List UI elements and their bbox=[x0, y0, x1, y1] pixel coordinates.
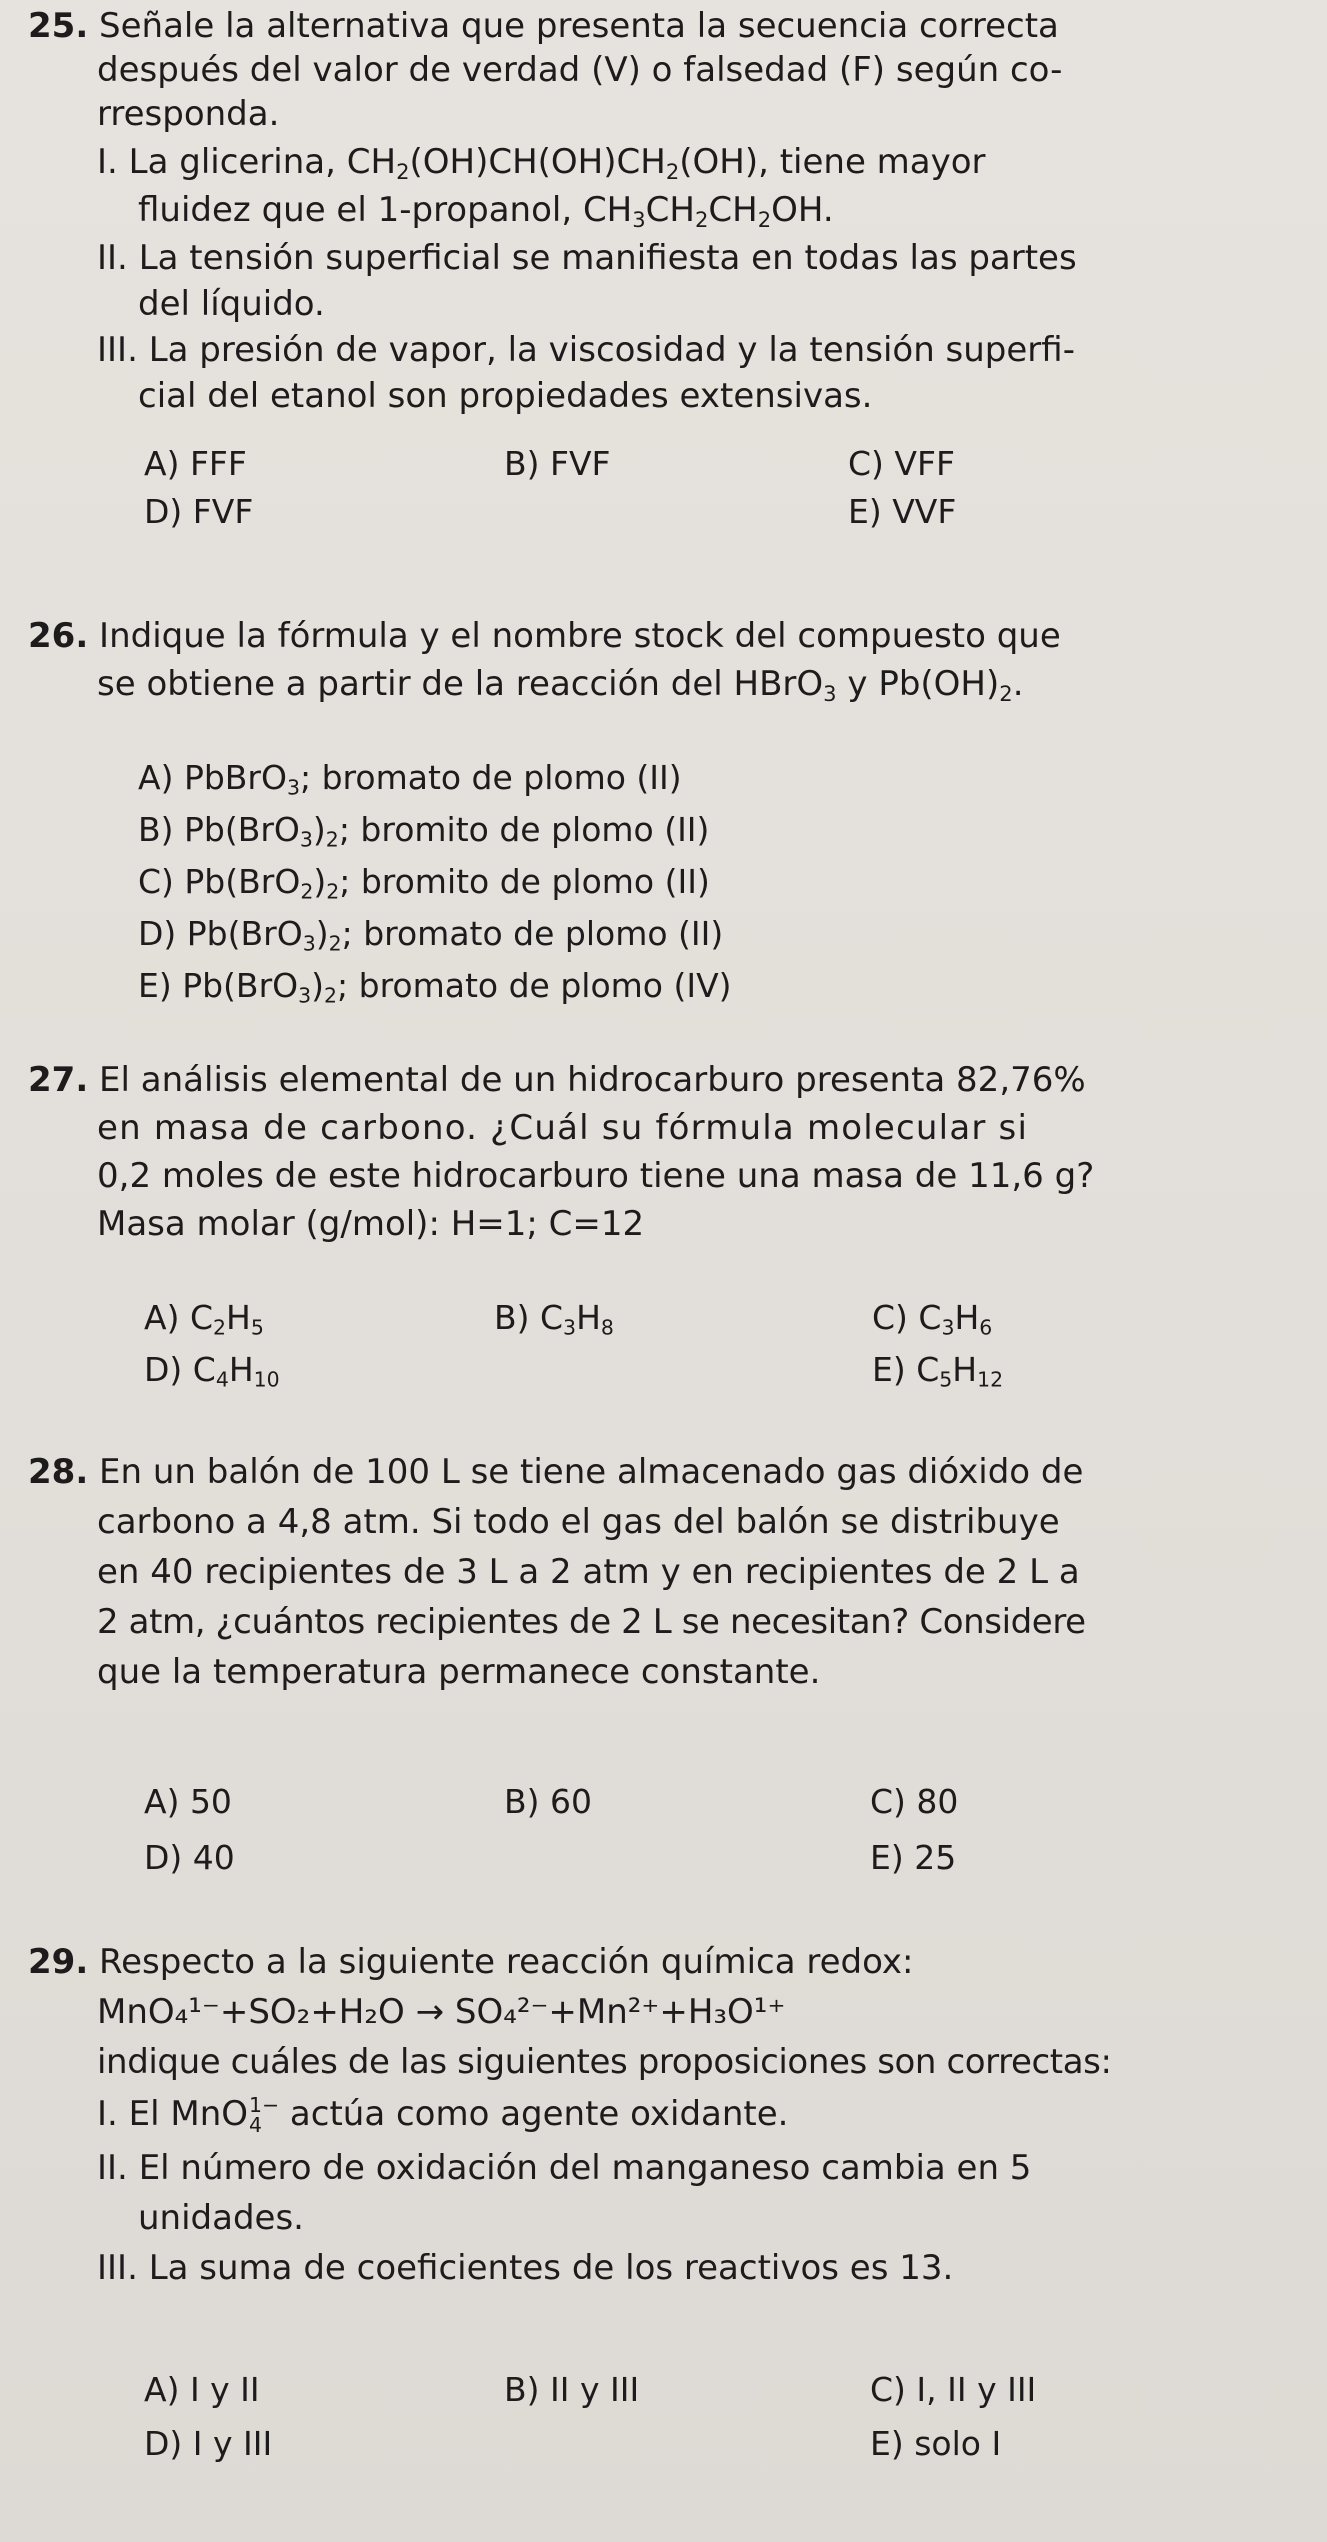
option-text: ; bromato de plomo (IV) bbox=[337, 966, 732, 1005]
option-text: C) C bbox=[872, 1298, 942, 1337]
q28-stem-line-5: que la temperatura permanece constante. bbox=[97, 1652, 821, 1692]
q25-option-c[interactable]: C) VFF bbox=[848, 444, 955, 483]
question-number: 27. bbox=[28, 1060, 89, 1100]
option-text: ; bromato de plomo (II) bbox=[299, 758, 682, 797]
q28-option-c[interactable]: C) 80 bbox=[870, 1782, 959, 1821]
question-number: 28. bbox=[28, 1452, 89, 1492]
option-text: H bbox=[226, 1298, 251, 1337]
q26-stem-line-2: se obtiene a partir de la reacción del HBrO$_3$ y $Pb(OH)_2$. bbox=[97, 664, 1024, 706]
q29-proposition-2-cont: unidades. bbox=[138, 2198, 304, 2238]
question-number: 26. bbox=[28, 616, 89, 656]
q28-option-d[interactable]: D) 40 bbox=[144, 1838, 235, 1877]
option-text: ) bbox=[313, 862, 327, 901]
prop-text: El número de oxidación del manganeso cambia en 5 bbox=[138, 2148, 1032, 2188]
q25-proposition-3-cont: cial del etanol son propiedades extensivas. bbox=[138, 376, 873, 416]
q25-option-b[interactable]: B) FVF bbox=[504, 444, 611, 483]
option-text: ; bromato de plomo (II) bbox=[341, 914, 724, 953]
q28-option-e[interactable]: E) 25 bbox=[870, 1838, 957, 1877]
q26-option-b[interactable]: B) $Pb(BrO_3)_2$; bromito de plomo (II) bbox=[138, 810, 710, 852]
stem-text: y Pb(OH) bbox=[836, 664, 1000, 704]
option-text: ) bbox=[311, 966, 325, 1005]
option-text: D) C bbox=[144, 1350, 216, 1389]
prop-text: OH. bbox=[771, 190, 834, 230]
q29-option-e[interactable]: E) solo I bbox=[870, 2424, 1002, 2463]
q28-stem-line-1 bbox=[28, 1450, 1083, 1494]
prop-text: actúa como agente oxidante. bbox=[279, 2094, 789, 2134]
q29-stem-line-1 bbox=[28, 1940, 913, 1984]
q29-stem-line-3: indique cuáles de las siguientes proposiciones son correctas: bbox=[97, 2042, 1112, 2082]
option-text: A) C bbox=[144, 1298, 213, 1337]
q27-option-a[interactable]: A) $C_2H_5$ bbox=[144, 1298, 264, 1340]
prop-text: fluidez que el 1-propanol, CH bbox=[138, 190, 633, 230]
proposition-label: III. bbox=[97, 330, 138, 370]
option-text: E) Pb(BrO bbox=[138, 966, 299, 1005]
q27-option-e[interactable]: E) $C_5H_{12}$ bbox=[872, 1350, 1004, 1392]
q27-option-d[interactable]: D) $C_4H_{10}$ bbox=[144, 1350, 280, 1392]
q27-stem-line-1 bbox=[28, 1058, 1086, 1102]
q25-proposition-2 bbox=[97, 236, 1077, 280]
q28-stem-line-2: carbono a 4,8 atm. Si todo el gas del balón se distribuye bbox=[97, 1502, 1060, 1542]
q25-proposition-1-cont: fluidez que el 1-propanol, $CH_3CH_2CH_2OH$. bbox=[138, 190, 834, 232]
q29-option-a[interactable]: A) I y II bbox=[144, 2370, 260, 2409]
q26-option-c[interactable]: C) $Pb(BrO_2)_2$; bromito de plomo (II) bbox=[138, 862, 710, 904]
q27-option-c[interactable]: C) $C_3H_6$ bbox=[872, 1298, 993, 1340]
q25-stem-line-1 bbox=[28, 4, 1059, 48]
proposition-label: III. bbox=[97, 2248, 138, 2288]
prop-text: El MnO bbox=[128, 2094, 249, 2134]
q28-option-a[interactable]: A) 50 bbox=[144, 1782, 232, 1821]
q25-proposition-1: I. La glicerina, $CH_2(OH)CH(OH)CH_2(OH)$, tiene mayor bbox=[97, 142, 986, 184]
prop-text: La suma de coeficientes de los reactivos es 13. bbox=[148, 2248, 954, 2288]
option-text: E) C bbox=[872, 1350, 940, 1389]
q25-stem-line-3: rresponda. bbox=[97, 94, 280, 134]
prop-text: (OH), tiene mayor bbox=[679, 142, 986, 182]
option-text: A) PbBrO bbox=[138, 758, 287, 797]
q26-option-d[interactable]: D) $Pb(BrO_3)_2$; bromato de plomo (II) bbox=[138, 914, 724, 956]
q25-proposition-2-cont: del líquido. bbox=[138, 284, 325, 324]
option-text: ; bromito de plomo (II) bbox=[338, 810, 710, 849]
q28-stem-line-4: 2 atm, ¿cuántos recipientes de 2 L se necesitan? Considere bbox=[97, 1602, 1086, 1642]
stem-text: Indique la fórmula y el nombre stock del compuesto que bbox=[99, 616, 1061, 656]
option-text: H bbox=[952, 1350, 978, 1389]
q25-stem-line-2: después del valor de verdad (V) o falsedad (F) según co- bbox=[97, 50, 1063, 90]
ion-charge: 1− 4 bbox=[249, 2093, 280, 2137]
q28-stem-line-3: en 40 recipientes de 3 L a 2 atm y en recipientes de 2 L a bbox=[97, 1552, 1080, 1592]
option-text: H bbox=[228, 1350, 254, 1389]
q27-option-b[interactable]: B) $C_3H_8$ bbox=[494, 1298, 614, 1340]
option-text: D) Pb(BrO bbox=[138, 914, 303, 953]
option-text: C) Pb(BrO bbox=[138, 862, 301, 901]
prop-text: La presión de vapor, la viscosidad y la tensión superfi- bbox=[148, 330, 1075, 370]
q28-option-b[interactable]: B) 60 bbox=[504, 1782, 592, 1821]
option-text: B) C bbox=[494, 1298, 564, 1337]
proposition-label: II. bbox=[97, 238, 128, 278]
q27-stem-line-2: en masa de carbono. ¿Cuál su fórmula molecular si bbox=[97, 1108, 1029, 1148]
prop-text: La tensión superficial se manifiesta en todas las partes bbox=[138, 238, 1077, 278]
q29-option-d[interactable]: D) I y III bbox=[144, 2424, 273, 2463]
q29-proposition-2 bbox=[97, 2146, 1031, 2190]
stem-text: En un balón de 100 L se tiene almacenado gas dióxido de bbox=[99, 1452, 1084, 1492]
prop-text: (OH)CH(OH)CH bbox=[409, 142, 666, 182]
stem-text: se obtiene a partir de la reacción del HBrO bbox=[97, 664, 824, 704]
q29-option-c[interactable]: C) I, II y III bbox=[870, 2370, 1037, 2409]
option-text: ; bromito de plomo (II) bbox=[339, 862, 710, 901]
q26-stem-line-1 bbox=[28, 614, 1061, 658]
proposition-label: I. bbox=[97, 2094, 118, 2134]
prop-text: CH bbox=[708, 190, 758, 230]
q29-option-b[interactable]: B) II y III bbox=[504, 2370, 640, 2409]
proposition-label: I. bbox=[97, 142, 118, 182]
question-number: 29. bbox=[28, 1942, 89, 1982]
prop-text: CH bbox=[645, 190, 695, 230]
q26-option-a[interactable]: A) PbBrO$_3$; bromato de plomo (II) bbox=[138, 758, 682, 800]
stem-text: Respecto a la siguiente reacción química redox: bbox=[99, 1942, 914, 1982]
q29-proposition-1 bbox=[97, 2092, 788, 2136]
stem-text: El análisis elemental de un hidrocarburo presenta 82,76% bbox=[99, 1060, 1086, 1100]
q29-redox-equation: MnO₄¹⁻+SO₂+H₂O → SO₄²⁻+Mn²⁺+H₃O¹⁺ bbox=[97, 1992, 786, 2032]
q29-proposition-3 bbox=[97, 2246, 953, 2290]
option-text: H bbox=[954, 1298, 980, 1337]
option-text: H bbox=[576, 1298, 601, 1337]
q25-option-a[interactable]: A) FFF bbox=[144, 444, 247, 483]
q25-option-e[interactable]: E) VVF bbox=[848, 492, 957, 531]
q27-stem-line-3: 0,2 moles de este hidrocarburo tiene una masa de 11,6 g? bbox=[97, 1156, 1095, 1196]
q25-stem-text-1: Señale la alternativa que presenta la secuencia correcta bbox=[99, 6, 1059, 46]
prop-text: La glicerina, CH bbox=[128, 142, 397, 182]
q25-proposition-3 bbox=[97, 328, 1075, 372]
stem-text: . bbox=[1012, 664, 1024, 704]
option-text: ) bbox=[312, 810, 326, 849]
option-text: ) bbox=[315, 914, 329, 953]
proposition-label: II. bbox=[97, 2148, 128, 2188]
q26-option-e[interactable]: E) $Pb(BrO_3)_2$; bromato de plomo (IV) bbox=[138, 966, 732, 1008]
question-number: 25. bbox=[28, 6, 89, 46]
q27-stem-line-4: Masa molar (g/mol): H=1; C=12 bbox=[97, 1204, 645, 1244]
q25-option-d[interactable]: D) FVF bbox=[144, 492, 254, 531]
option-text: B) Pb(BrO bbox=[138, 810, 300, 849]
